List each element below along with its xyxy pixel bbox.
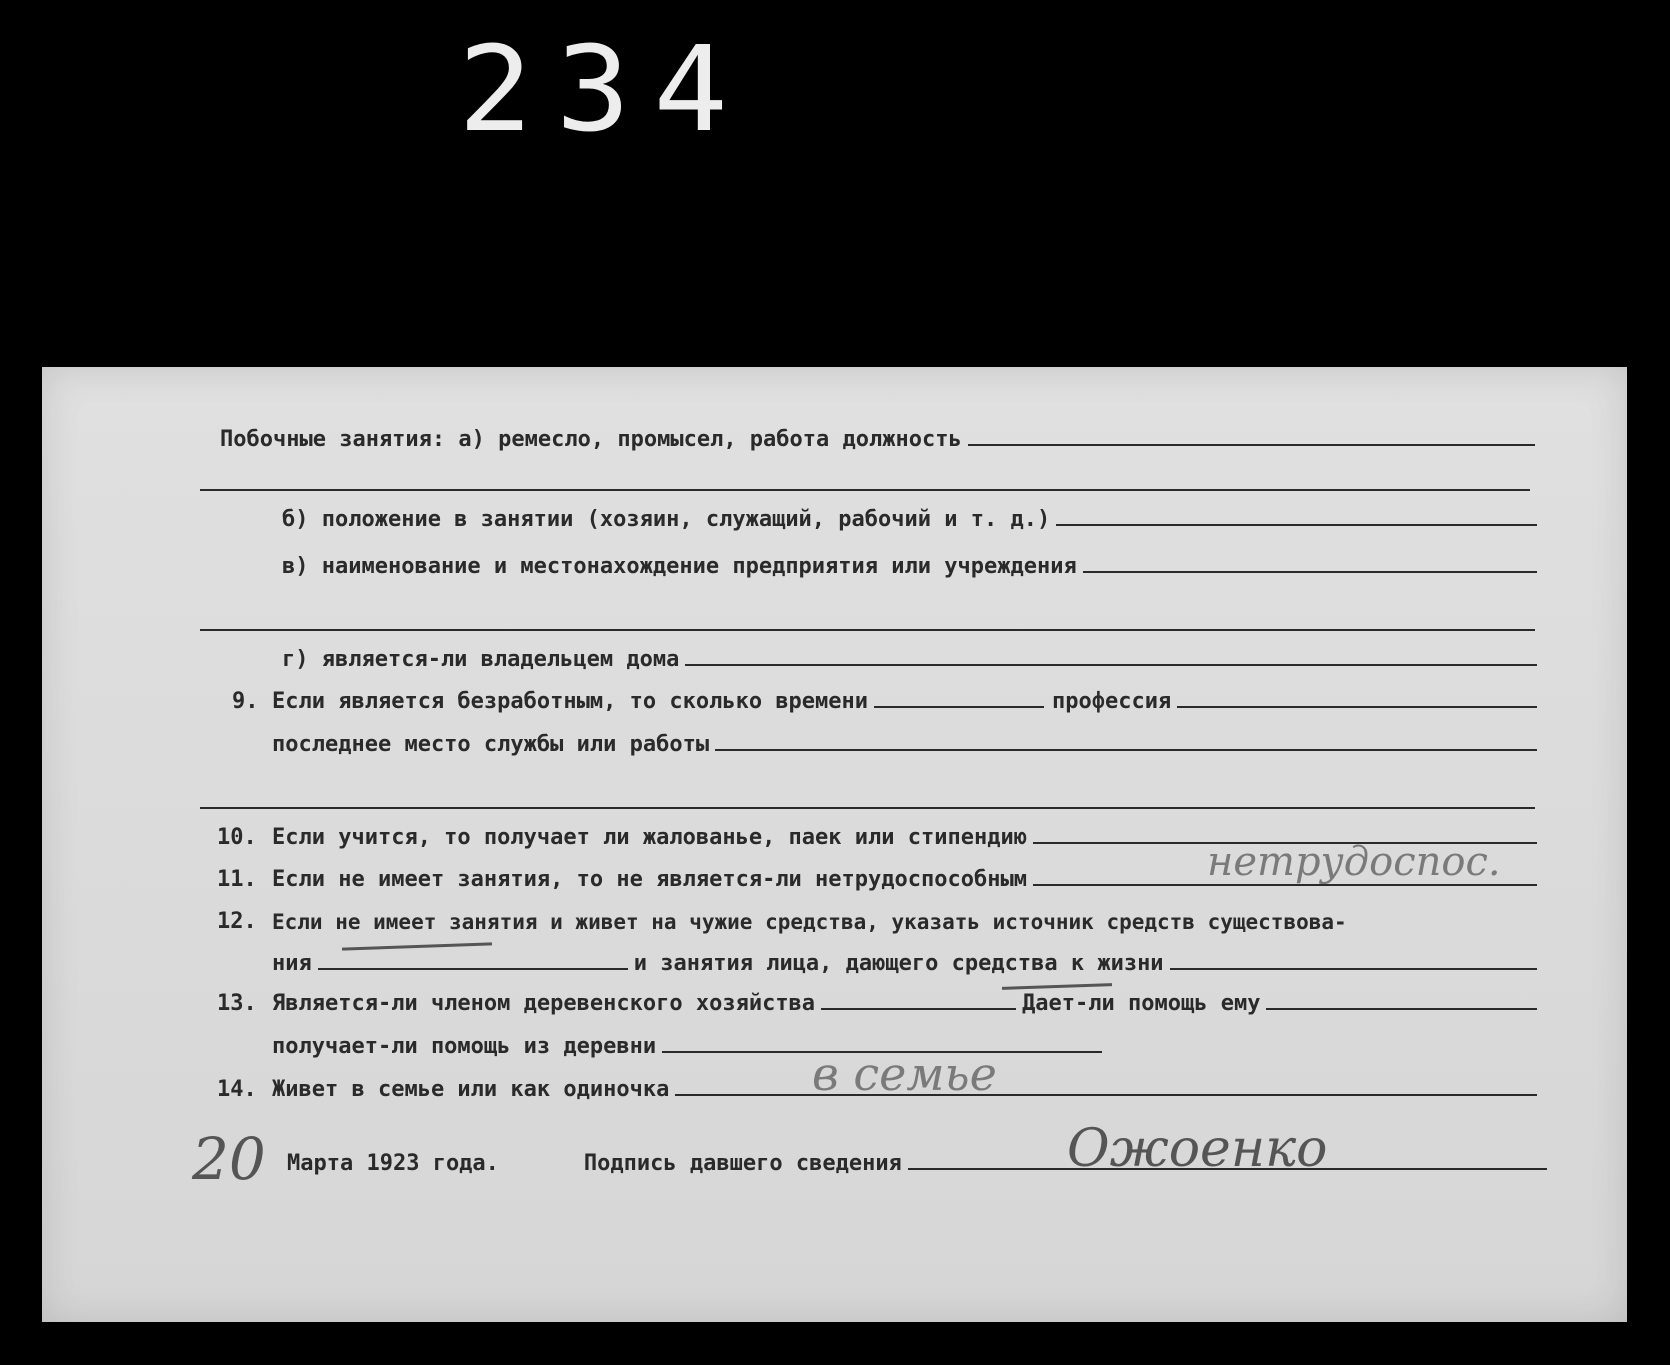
item11-handwritten-answer: нетрудоспос. xyxy=(1207,839,1501,885)
item9-last-field[interactable] xyxy=(715,749,1537,751)
item10-label: Если учится, то получает ли жалованье, паек или стипендию xyxy=(272,825,1027,850)
item14-field[interactable] xyxy=(675,1094,1537,1096)
item13-pen-dash xyxy=(1002,983,1112,990)
form-card xyxy=(42,367,1627,1322)
item12-cont2-label: и занятия лица, дающего средства к жизни xyxy=(633,951,1164,976)
item14-handwritten-answer: в семье xyxy=(812,1047,997,1101)
item11-label: Если не имеет занятия, то не является-ли нетрудоспособным xyxy=(272,867,1027,892)
item9-last-row xyxy=(272,732,1537,757)
item9-profession-field[interactable] xyxy=(1177,706,1537,708)
item9-row xyxy=(232,689,1537,714)
item12-cont-label: ния xyxy=(272,951,312,976)
item8v-continuation-line[interactable] xyxy=(200,629,1535,631)
item13-recv-label: получает-ли помощь из деревни xyxy=(272,1034,657,1059)
date-label: Марта 1923 года. xyxy=(287,1151,499,1176)
item9-label: Если является безработным, то сколько времени xyxy=(272,689,869,714)
signature-label: Подпись давшего сведения xyxy=(583,1151,902,1176)
item8a-row xyxy=(220,427,1535,452)
archive-sheet-number: 234 xyxy=(458,20,752,158)
item8v-label: в) наименование и местонахождение предприятия или учреждения xyxy=(282,554,1077,579)
item12-source-field[interactable] xyxy=(318,968,628,970)
footer-row xyxy=(287,1151,1547,1176)
item8b-row xyxy=(282,507,1537,532)
item10-number: 10. xyxy=(217,825,257,850)
item8a-continuation-line[interactable] xyxy=(200,489,1530,491)
item8a-field[interactable] xyxy=(968,444,1535,446)
item8a-label: Побочные занятия: а) ремесло, промысел, работа должность xyxy=(220,427,962,452)
item8g-row xyxy=(282,647,1537,672)
item12-number: 12. xyxy=(217,909,257,934)
item12-cont-row xyxy=(272,951,1537,976)
item8v-field[interactable] xyxy=(1083,571,1537,573)
item12-pen-dash xyxy=(342,942,492,950)
item9-number: 9. xyxy=(232,689,259,714)
item13-label: Является-ли членом деревенского хозяйства xyxy=(272,991,816,1016)
item14-number: 14. xyxy=(217,1077,257,1102)
item12-row xyxy=(217,909,1537,934)
item9-time-field[interactable] xyxy=(874,706,1044,708)
item8v-row xyxy=(282,554,1537,579)
date-day-handwritten: 20 xyxy=(192,1125,266,1193)
item13-row xyxy=(217,991,1537,1016)
item13-member-field[interactable] xyxy=(821,1008,1016,1010)
item9-profession-label: профессия xyxy=(1052,689,1172,714)
item9-last-label: последнее место службы или работы xyxy=(272,732,710,757)
item12-person-field[interactable] xyxy=(1170,968,1537,970)
item11-number: 11. xyxy=(217,867,257,892)
item13-number: 13. xyxy=(217,991,257,1016)
signature-handwritten: Ожоенко xyxy=(1067,1119,1328,1179)
item13-help-field[interactable] xyxy=(1266,1008,1537,1010)
item8b-label: б) положение в занятии (хозяин, служащий, рабочий и т. д.) xyxy=(282,507,1051,532)
item12-label: Если не имеет занятия и живет на чужие средства, указать источник средств существова- xyxy=(272,910,1347,934)
item8g-field[interactable] xyxy=(685,664,1537,666)
item9-continuation-line[interactable] xyxy=(200,807,1535,809)
item13-help-label: Дает-ли помощь ему xyxy=(1022,991,1261,1016)
item14-label: Живет в семье или как одиночка xyxy=(272,1077,670,1102)
item8b-field[interactable] xyxy=(1056,524,1537,526)
item8g-label: г) является-ли владельцем дома xyxy=(282,647,680,672)
